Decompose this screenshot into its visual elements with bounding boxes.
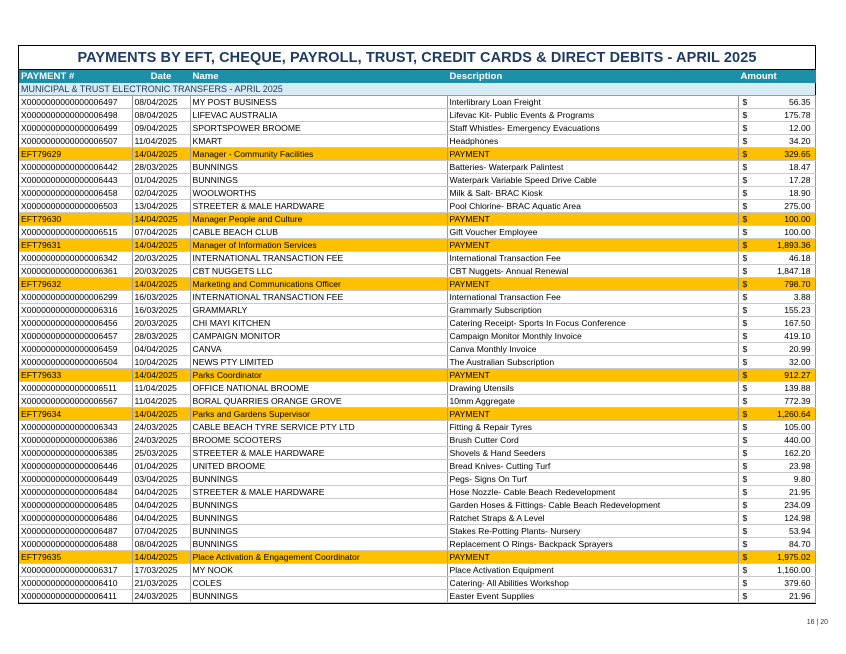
- payment-number-cell: X0000000000000006486: [19, 512, 132, 525]
- payment-number-cell: EFT79629: [19, 148, 132, 161]
- payment-number-cell: X0000000000000006317: [19, 564, 132, 577]
- transaction-row: [19, 499, 815, 512]
- table-header-row: [19, 70, 815, 83]
- currency-cell: $: [738, 577, 758, 590]
- currency-cell: $: [738, 174, 758, 187]
- date-cell: 01/04/2025: [132, 460, 190, 473]
- amount-cell: 1,975.02: [758, 551, 815, 564]
- currency-cell: $: [738, 382, 758, 395]
- currency-cell: $: [738, 486, 758, 499]
- currency-cell: $: [738, 512, 758, 525]
- payment-number-cell: X0000000000000006504: [19, 356, 132, 369]
- amount-cell: 798.70: [758, 278, 815, 291]
- header-date: Date: [132, 70, 190, 83]
- name-cell: COLES: [190, 577, 447, 590]
- date-cell: 21/03/2025: [132, 577, 190, 590]
- payment-number-cell: EFT79631: [19, 239, 132, 252]
- amount-cell: 167.50: [758, 317, 815, 330]
- currency-cell: $: [738, 265, 758, 278]
- date-cell: 13/04/2025: [132, 200, 190, 213]
- amount-cell: 329.65: [758, 148, 815, 161]
- currency-cell: $: [738, 200, 758, 213]
- payment-number-cell: X0000000000000006443: [19, 174, 132, 187]
- name-cell: CBT NUGGETS LLC: [190, 265, 447, 278]
- date-cell: 11/04/2025: [132, 135, 190, 148]
- description-cell: International Transaction Fee: [447, 252, 738, 265]
- currency-cell: $: [738, 421, 758, 434]
- currency-cell: $: [738, 447, 758, 460]
- amount-cell: 32.00: [758, 356, 815, 369]
- description-cell: Fitting & Repair Tyres: [447, 421, 738, 434]
- currency-cell: $: [738, 317, 758, 330]
- description-cell: Headphones: [447, 135, 738, 148]
- name-cell: WOOLWORTHS: [190, 187, 447, 200]
- name-cell: LIFEVAC AUSTRALIA: [190, 109, 447, 122]
- transaction-row: [19, 434, 815, 447]
- description-cell: Grammarly Subscription: [447, 304, 738, 317]
- description-cell: Pool Chlorine- BRAC Aquatic Area: [447, 200, 738, 213]
- amount-cell: 1,260.64: [758, 408, 815, 421]
- payment-number-cell: EFT79632: [19, 278, 132, 291]
- date-cell: 04/04/2025: [132, 499, 190, 512]
- payment-number-cell: X0000000000000006343: [19, 421, 132, 434]
- payment-number-cell: X0000000000000006484: [19, 486, 132, 499]
- transaction-row: [19, 291, 815, 304]
- transaction-row: [19, 226, 815, 239]
- payment-number-cell: X0000000000000006459: [19, 343, 132, 356]
- date-cell: 03/04/2025: [132, 473, 190, 486]
- amount-cell: 17.28: [758, 174, 815, 187]
- description-cell: PAYMENT: [447, 213, 738, 226]
- name-cell: BUNNINGS: [190, 512, 447, 525]
- name-cell: BROOME SCOOTERS: [190, 434, 447, 447]
- name-cell: Manager - Community Facilities: [190, 148, 447, 161]
- eft-payment-row: [19, 213, 815, 226]
- description-cell: Replacement O Rings- Backpack Sprayers: [447, 538, 738, 551]
- date-cell: 20/03/2025: [132, 252, 190, 265]
- name-cell: Parks and Gardens Supervisor: [190, 408, 447, 421]
- date-cell: 14/04/2025: [132, 408, 190, 421]
- amount-cell: 379.60: [758, 577, 815, 590]
- name-cell: BUNNINGS: [190, 161, 447, 174]
- name-cell: UNITED BROOME: [190, 460, 447, 473]
- payment-number-cell: X0000000000000006567: [19, 395, 132, 408]
- name-cell: CANVA: [190, 343, 447, 356]
- name-cell: INTERNATIONAL TRANSACTION FEE: [190, 252, 447, 265]
- name-cell: Manager People and Culture: [190, 213, 447, 226]
- description-cell: Easter Event Supplies: [447, 590, 738, 603]
- currency-cell: $: [738, 278, 758, 291]
- amount-cell: 1,160.00: [758, 564, 815, 577]
- description-cell: Lifevac Kit- Public Events & Programs: [447, 109, 738, 122]
- description-cell: Catering Receipt- Sports In Focus Conference: [447, 317, 738, 330]
- payment-number-cell: X0000000000000006515: [19, 226, 132, 239]
- payment-number-cell: EFT79634: [19, 408, 132, 421]
- date-cell: 14/04/2025: [132, 239, 190, 252]
- currency-cell: $: [738, 343, 758, 356]
- eft-payment-row: [19, 278, 815, 291]
- amount-cell: 1,893.36: [758, 239, 815, 252]
- date-cell: 02/04/2025: [132, 187, 190, 200]
- date-cell: 24/03/2025: [132, 421, 190, 434]
- payment-number-cell: X0000000000000006511: [19, 382, 132, 395]
- payment-number-cell: X0000000000000006498: [19, 109, 132, 122]
- description-cell: CBT Nuggets- Annual Renewal: [447, 265, 738, 278]
- currency-cell: $: [738, 538, 758, 551]
- payment-number-cell: X0000000000000006410: [19, 577, 132, 590]
- payment-number-cell: X0000000000000006485: [19, 499, 132, 512]
- payment-number-cell: X0000000000000006488: [19, 538, 132, 551]
- section-heading: MUNICIPAL & TRUST ELECTRONIC TRANSFERS - APRIL 2025: [19, 83, 815, 96]
- amount-cell: 12.00: [758, 122, 815, 135]
- header-name: Name: [190, 70, 447, 83]
- name-cell: MY NOOK: [190, 564, 447, 577]
- amount-cell: 1,847.18: [758, 265, 815, 278]
- amount-cell: 23.98: [758, 460, 815, 473]
- amount-cell: 9.80: [758, 473, 815, 486]
- date-cell: 20/03/2025: [132, 317, 190, 330]
- date-cell: 11/04/2025: [132, 395, 190, 408]
- transaction-row: [19, 135, 815, 148]
- name-cell: BUNNINGS: [190, 174, 447, 187]
- payment-number-cell: X0000000000000006503: [19, 200, 132, 213]
- page-number: 16 | 20: [806, 619, 828, 626]
- transaction-row: [19, 174, 815, 187]
- amount-cell: 139.88: [758, 382, 815, 395]
- payment-number-cell: X0000000000000006499: [19, 122, 132, 135]
- date-cell: 14/04/2025: [132, 369, 190, 382]
- eft-payment-row: [19, 408, 815, 421]
- amount-cell: 155.23: [758, 304, 815, 317]
- payment-number-cell: EFT79633: [19, 369, 132, 382]
- name-cell: SPORTSPOWER BROOME: [190, 122, 447, 135]
- amount-cell: 84.70: [758, 538, 815, 551]
- description-cell: Garden Hoses & Fittings- Cable Beach Redevelopment: [447, 499, 738, 512]
- date-cell: 28/03/2025: [132, 330, 190, 343]
- transaction-row: [19, 564, 815, 577]
- payment-number-cell: X0000000000000006457: [19, 330, 132, 343]
- payment-number-cell: X0000000000000006385: [19, 447, 132, 460]
- transaction-row: [19, 421, 815, 434]
- transaction-row: [19, 395, 815, 408]
- name-cell: NEWS PTY LIMITED: [190, 356, 447, 369]
- transaction-row: [19, 96, 815, 109]
- description-cell: Interlibrary Loan Freight: [447, 96, 738, 109]
- section-heading-row: [19, 83, 815, 96]
- currency-cell: $: [738, 109, 758, 122]
- transaction-row: [19, 161, 815, 174]
- description-cell: Campaign Monitor Monthly Invoice: [447, 330, 738, 343]
- amount-cell: 175.78: [758, 109, 815, 122]
- amount-cell: 3.88: [758, 291, 815, 304]
- amount-cell: 440.00: [758, 434, 815, 447]
- transaction-row: [19, 187, 815, 200]
- description-cell: Waterpark Variable Speed Drive Cable: [447, 174, 738, 187]
- payment-number-cell: X0000000000000006411: [19, 590, 132, 603]
- currency-cell: $: [738, 135, 758, 148]
- amount-cell: 234.09: [758, 499, 815, 512]
- description-cell: Pegs- Signs On Turf: [447, 473, 738, 486]
- currency-cell: $: [738, 213, 758, 226]
- amount-cell: 53.94: [758, 525, 815, 538]
- name-cell: MY POST BUSINESS: [190, 96, 447, 109]
- payment-number-cell: X0000000000000006386: [19, 434, 132, 447]
- transaction-row: [19, 317, 815, 330]
- date-cell: 04/04/2025: [132, 512, 190, 525]
- payment-number-cell: EFT79630: [19, 213, 132, 226]
- transaction-row: [19, 473, 815, 486]
- transaction-row: [19, 330, 815, 343]
- currency-cell: $: [738, 590, 758, 603]
- eft-payment-row: [19, 239, 815, 252]
- amount-cell: 419.10: [758, 330, 815, 343]
- date-cell: 14/04/2025: [132, 148, 190, 161]
- transaction-row: [19, 265, 815, 278]
- description-cell: Brush Cutter Cord: [447, 434, 738, 447]
- amount-cell: 124.98: [758, 512, 815, 525]
- currency-cell: $: [738, 304, 758, 317]
- description-cell: Catering- All Abilities Workshop: [447, 577, 738, 590]
- currency-cell: $: [738, 564, 758, 577]
- name-cell: BUNNINGS: [190, 499, 447, 512]
- transaction-row: [19, 122, 815, 135]
- transaction-row: [19, 538, 815, 551]
- currency-cell: $: [738, 187, 758, 200]
- payment-number-cell: X0000000000000006507: [19, 135, 132, 148]
- payment-number-cell: X0000000000000006449: [19, 473, 132, 486]
- date-cell: 08/04/2025: [132, 538, 190, 551]
- currency-cell: $: [738, 356, 758, 369]
- date-cell: 08/04/2025: [132, 96, 190, 109]
- date-cell: 07/04/2025: [132, 525, 190, 538]
- date-cell: 16/03/2025: [132, 291, 190, 304]
- name-cell: BUNNINGS: [190, 538, 447, 551]
- currency-cell: $: [738, 395, 758, 408]
- date-cell: 16/03/2025: [132, 304, 190, 317]
- payment-number-cell: X0000000000000006299: [19, 291, 132, 304]
- description-cell: Stakes Re-Potting Plants- Nursery: [447, 525, 738, 538]
- currency-cell: $: [738, 96, 758, 109]
- payment-number-cell: EFT79635: [19, 551, 132, 564]
- payment-number-cell: X0000000000000006456: [19, 317, 132, 330]
- date-cell: 14/04/2025: [132, 278, 190, 291]
- transaction-row: [19, 200, 815, 213]
- date-cell: 24/03/2025: [132, 434, 190, 447]
- description-cell: Staff Whistles- Emergency Evacuations: [447, 122, 738, 135]
- eft-payment-row: [19, 369, 815, 382]
- currency-cell: $: [738, 473, 758, 486]
- transaction-row: [19, 577, 815, 590]
- currency-cell: $: [738, 330, 758, 343]
- transaction-row: [19, 460, 815, 473]
- description-cell: Bread Knives- Cutting Turf: [447, 460, 738, 473]
- payment-number-cell: X0000000000000006361: [19, 265, 132, 278]
- description-cell: PAYMENT: [447, 408, 738, 421]
- date-cell: 14/04/2025: [132, 551, 190, 564]
- transaction-row: [19, 252, 815, 265]
- transaction-row: [19, 304, 815, 317]
- header-payment: PAYMENT #: [19, 70, 132, 83]
- amount-cell: 912.27: [758, 369, 815, 382]
- transaction-row: [19, 447, 815, 460]
- date-cell: 08/04/2025: [132, 109, 190, 122]
- date-cell: 10/04/2025: [132, 356, 190, 369]
- currency-cell: $: [738, 148, 758, 161]
- currency-cell: $: [738, 460, 758, 473]
- transaction-row: [19, 486, 815, 499]
- currency-cell: $: [738, 408, 758, 421]
- header-amount: Amount: [738, 70, 815, 83]
- payment-number-cell: X0000000000000006446: [19, 460, 132, 473]
- payment-number-cell: X0000000000000006442: [19, 161, 132, 174]
- description-cell: PAYMENT: [447, 148, 738, 161]
- name-cell: BUNNINGS: [190, 590, 447, 603]
- description-cell: Place Activation Equipment: [447, 564, 738, 577]
- payment-number-cell: X0000000000000006316: [19, 304, 132, 317]
- currency-cell: $: [738, 525, 758, 538]
- name-cell: KMART: [190, 135, 447, 148]
- description-cell: PAYMENT: [447, 369, 738, 382]
- name-cell: OFFICE NATIONAL BROOME: [190, 382, 447, 395]
- name-cell: Place Activation & Engagement Coordinator: [190, 551, 447, 564]
- date-cell: 01/04/2025: [132, 174, 190, 187]
- eft-payment-row: [19, 551, 815, 564]
- currency-cell: $: [738, 161, 758, 174]
- description-cell: Canva Monthly Invoice: [447, 343, 738, 356]
- currency-cell: $: [738, 551, 758, 564]
- transaction-row: [19, 525, 815, 538]
- date-cell: 28/03/2025: [132, 161, 190, 174]
- description-cell: Batteries- Waterpark Palintest: [447, 161, 738, 174]
- payment-number-cell: X0000000000000006487: [19, 525, 132, 538]
- name-cell: STREETER & MALE HARDWARE: [190, 486, 447, 499]
- amount-cell: 46.18: [758, 252, 815, 265]
- name-cell: BUNNINGS: [190, 473, 447, 486]
- description-cell: International Transaction Fee: [447, 291, 738, 304]
- transaction-row: [19, 382, 815, 395]
- amount-cell: 105.00: [758, 421, 815, 434]
- transaction-row: [19, 512, 815, 525]
- currency-cell: $: [738, 239, 758, 252]
- currency-cell: $: [738, 291, 758, 304]
- description-cell: Shovels & Hand Seeders: [447, 447, 738, 460]
- name-cell: CHI MAYI KITCHEN: [190, 317, 447, 330]
- name-cell: GRAMMARLY: [190, 304, 447, 317]
- payment-number-cell: X0000000000000006497: [19, 96, 132, 109]
- description-cell: PAYMENT: [447, 551, 738, 564]
- amount-cell: 20.99: [758, 343, 815, 356]
- name-cell: Manager of Information Services: [190, 239, 447, 252]
- name-cell: INTERNATIONAL TRANSACTION FEE: [190, 291, 447, 304]
- amount-cell: 18.47: [758, 161, 815, 174]
- currency-cell: $: [738, 434, 758, 447]
- description-cell: Ratchet Straps & A Level: [447, 512, 738, 525]
- amount-cell: 100.00: [758, 213, 815, 226]
- date-cell: 04/04/2025: [132, 486, 190, 499]
- date-cell: 24/03/2025: [132, 590, 190, 603]
- name-cell: CABLE BEACH CLUB: [190, 226, 447, 239]
- currency-cell: $: [738, 122, 758, 135]
- amount-cell: 275.00: [758, 200, 815, 213]
- page-title: PAYMENTS BY EFT, CHEQUE, PAYROLL, TRUST, CREDIT CARDS & DIRECT DEBITS - APRIL 2025: [19, 46, 815, 70]
- transaction-row: [19, 590, 815, 603]
- name-cell: CABLE BEACH TYRE SERVICE PTY LTD: [190, 421, 447, 434]
- name-cell: BORAL QUARRIES ORANGE GROVE: [190, 395, 447, 408]
- description-cell: Milk & Salt- BRAC Kiosk: [447, 187, 738, 200]
- amount-cell: 100.00: [758, 226, 815, 239]
- header-description: Description: [447, 70, 738, 83]
- payment-number-cell: X0000000000000006458: [19, 187, 132, 200]
- date-cell: 11/04/2025: [132, 382, 190, 395]
- description-cell: Gift Voucher Employee: [447, 226, 738, 239]
- eft-payment-row: [19, 148, 815, 161]
- currency-cell: $: [738, 499, 758, 512]
- description-cell: Hose Nozzle- Cable Beach Redevelopment: [447, 486, 738, 499]
- payments-sheet: [18, 45, 816, 604]
- currency-cell: $: [738, 226, 758, 239]
- amount-cell: 162.20: [758, 447, 815, 460]
- currency-cell: $: [738, 252, 758, 265]
- amount-cell: 21.96: [758, 590, 815, 603]
- description-cell: Drawing Utensils: [447, 382, 738, 395]
- amount-cell: 18.90: [758, 187, 815, 200]
- date-cell: 20/03/2025: [132, 265, 190, 278]
- description-cell: 10mm Aggregate: [447, 395, 738, 408]
- payments-table: [19, 70, 816, 603]
- date-cell: 09/04/2025: [132, 122, 190, 135]
- currency-cell: $: [738, 369, 758, 382]
- name-cell: STREETER & MALE HARDWARE: [190, 200, 447, 213]
- transaction-row: [19, 343, 815, 356]
- date-cell: 25/03/2025: [132, 447, 190, 460]
- date-cell: 04/04/2025: [132, 343, 190, 356]
- amount-cell: 21.95: [758, 486, 815, 499]
- amount-cell: 772.39: [758, 395, 815, 408]
- payment-number-cell: X0000000000000006342: [19, 252, 132, 265]
- name-cell: STREETER & MALE HARDWARE: [190, 447, 447, 460]
- description-cell: The Australian Subscription: [447, 356, 738, 369]
- date-cell: 17/03/2025: [132, 564, 190, 577]
- date-cell: 14/04/2025: [132, 213, 190, 226]
- amount-cell: 34.20: [758, 135, 815, 148]
- name-cell: BUNNINGS: [190, 525, 447, 538]
- description-cell: PAYMENT: [447, 239, 738, 252]
- amount-cell: 56.35: [758, 96, 815, 109]
- date-cell: 07/04/2025: [132, 226, 190, 239]
- name-cell: CAMPAIGN MONITOR: [190, 330, 447, 343]
- name-cell: Parks Coordinator: [190, 369, 447, 382]
- description-cell: PAYMENT: [447, 278, 738, 291]
- transaction-row: [19, 109, 815, 122]
- name-cell: Marketing and Communications Officer: [190, 278, 447, 291]
- transaction-row: [19, 356, 815, 369]
